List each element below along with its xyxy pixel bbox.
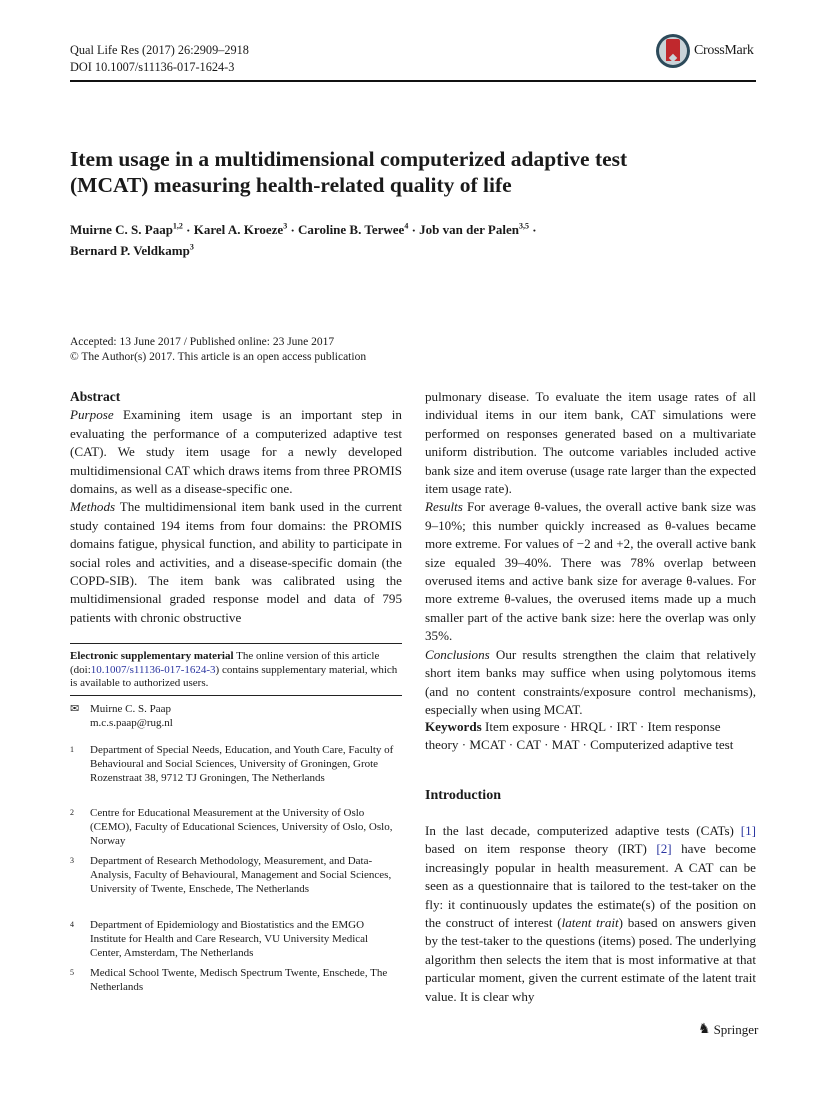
journal-citation: Qual Life Res (2017) 26:2909–2918	[70, 43, 249, 57]
introduction-heading: Introduction	[425, 788, 501, 803]
crossmark-badge[interactable]	[656, 34, 754, 68]
affiliation: 2 Centre for Educational Measurement at the University of Oslo (CEMO), Faculty of Educational Sciences, University of Oslo, Oslo, Norway	[70, 807, 393, 847]
author[interactable]: Caroline B. Terwee$^4$	[298, 222, 409, 238]
author-list: Muirne C. S. Paap$^{1,2}$ · Karel A. Kroeze$^3$ · Caroline B. Terwee$^4$ · Job van der Palen$^{3,5}$ · Bernard P. Veldkamp$^3$	[70, 222, 537, 258]
crossmark-label: CrossMark	[694, 43, 754, 58]
citation-link[interactable]: [1]	[740, 823, 756, 838]
author[interactable]: Job van der Palen$^{3,5}$	[419, 222, 529, 238]
doi-link[interactable]: 10.1007/s11136-017-1624-3	[90, 663, 216, 676]
affiliation: 1 Department of Special Needs, Education, and Youth Care, Faculty of Behavioural and Social Sciences, University of Groningen, Grote Rozenstraat 38, 9712 TJ Groningen, The Netherlands	[70, 744, 394, 784]
abstract-conclusions: Conclusions Our results strengthen the claim that relatively short item banks may suffice when using polytomous items (and no content constraints/exposure control mechanisms), especially when using MCAT.	[425, 646, 757, 717]
citation-link[interactable]: [2]	[656, 841, 672, 857]
abstract-left	[70, 388, 402, 627]
affiliation: 5 Medical School Twente, Medisch Spectrum Twente, Enschede, The Netherlands	[70, 967, 388, 993]
doi-line: DOI 10.1007/s11136-017-1624-3	[70, 60, 235, 74]
abstract-methods-cont: pulmonary disease. To evaluate the item usage rates of all individual items in our item bank, CAT simulations were performed on responses generated based on a multivariate uniform distribution. The outcome variables included active bank size and item overuse (usage rate larger than the expected item usage rate).	[425, 389, 756, 497]
abstract-heading: Abstract	[70, 389, 121, 404]
publisher-name: Springer	[713, 1021, 759, 1037]
envelope-icon: ✉	[70, 703, 80, 715]
publisher-logo	[698, 1021, 758, 1038]
abstract-methods: Methods The multidimensional item bank used in the current study contained 194 items from four domains: the PROMIS domains fatigue, physical function, and ability to participate in social roles and activities, and a disease-specific domain (the COPD-SIB). The item bank was calibrated using the multidimensional graded response model and data of 795 patients with chronic obstructive	[70, 499, 402, 625]
keywords: Keywords Item exposure · HRQL · IRT · Item response theory · MCAT · CAT · MAT · Computerized adaptive test	[425, 719, 734, 753]
abstract-right	[425, 388, 756, 719]
springer-horse-icon: ♞	[698, 1022, 711, 1037]
journal-header	[70, 42, 249, 76]
email-link[interactable]: m.c.s.paap@rug.nl	[90, 717, 173, 729]
footnote-rule-2	[70, 695, 402, 696]
author[interactable]: Muirne C. S. Paap$^{1,2}$	[70, 222, 183, 238]
corresponding-author: Muirne C. S. Paap	[90, 703, 171, 715]
affiliation: 4 Department of Epidemiology and Biostatistics and the EMGO Institute for Health and Care Research, VU University Medical Center, Amsterdam, The Netherlands	[70, 919, 369, 959]
affiliation: 3 Department of Research Methodology, Measurement, and Data-Analysis, Faculty of Behavioural, Management and Social Sciences, University of Twente, Enschede, The Netherlands	[70, 855, 392, 895]
supplementary-note: Electronic supplementary material The online version of this article (doi:10.1007/s11136-017-1624-3) contains supplementary material, which is available to authorized users.	[70, 650, 398, 690]
article-title: Item usage in a multidimensional computerized adaptive test (MCAT) measuring health-related quality of life	[70, 147, 628, 197]
header-rule	[70, 80, 756, 82]
footnote-rule	[70, 643, 402, 644]
abstract-purpose: Purpose Examining item usage is an important step in evaluating the performance of a computerized adaptive test (CAT). We study item usage for a newly developed multidimensional CAT which draws items from three PROMIS domains, as well as a disease-specific one.	[70, 407, 402, 497]
crossmark-icon	[656, 34, 690, 68]
accepted-published-line: Accepted: 13 June 2017 / Published online: 23 June 2017	[70, 336, 335, 348]
correspondence	[70, 702, 402, 730]
publication-dates	[70, 335, 366, 365]
author[interactable]: Bernard P. Veldkamp$^3$	[70, 242, 194, 258]
introduction-paragraph: In the last decade, computerized adaptive tests (CATs) [1] based on item response theory (IRT) [2] have become increasingly popular in health measurement. A CAT can be seen as a questionnaire that is tailored to the test-taker on the fly: it continuously updates the estimate(s) of the position on the construct of interest (latent trait) based on answers given by the test-taker to the questions (items) posed. The underlying algorithm then selects the item that is most informative at that particular moment, given the current estimate of the latent trait value. It is clear why	[425, 823, 756, 1004]
copyright-line: © The Author(s) 2017. This article is an open access publication	[70, 351, 367, 363]
author[interactable]: Karel A. Kroeze$^3$	[193, 222, 288, 238]
abstract-results: Results For average θ-values, the overall active bank size was 9–10%; this number quickly increased as θ-values became more extreme. For values of −2 and +2, the overall active bank size equaled 39–40%. There was 78% overlap between overused items and active bank size for average θ-values. For more extreme θ-values, the overused items made up a much smaller part of the active bank size: here the overlap was only 35%.	[425, 499, 757, 644]
